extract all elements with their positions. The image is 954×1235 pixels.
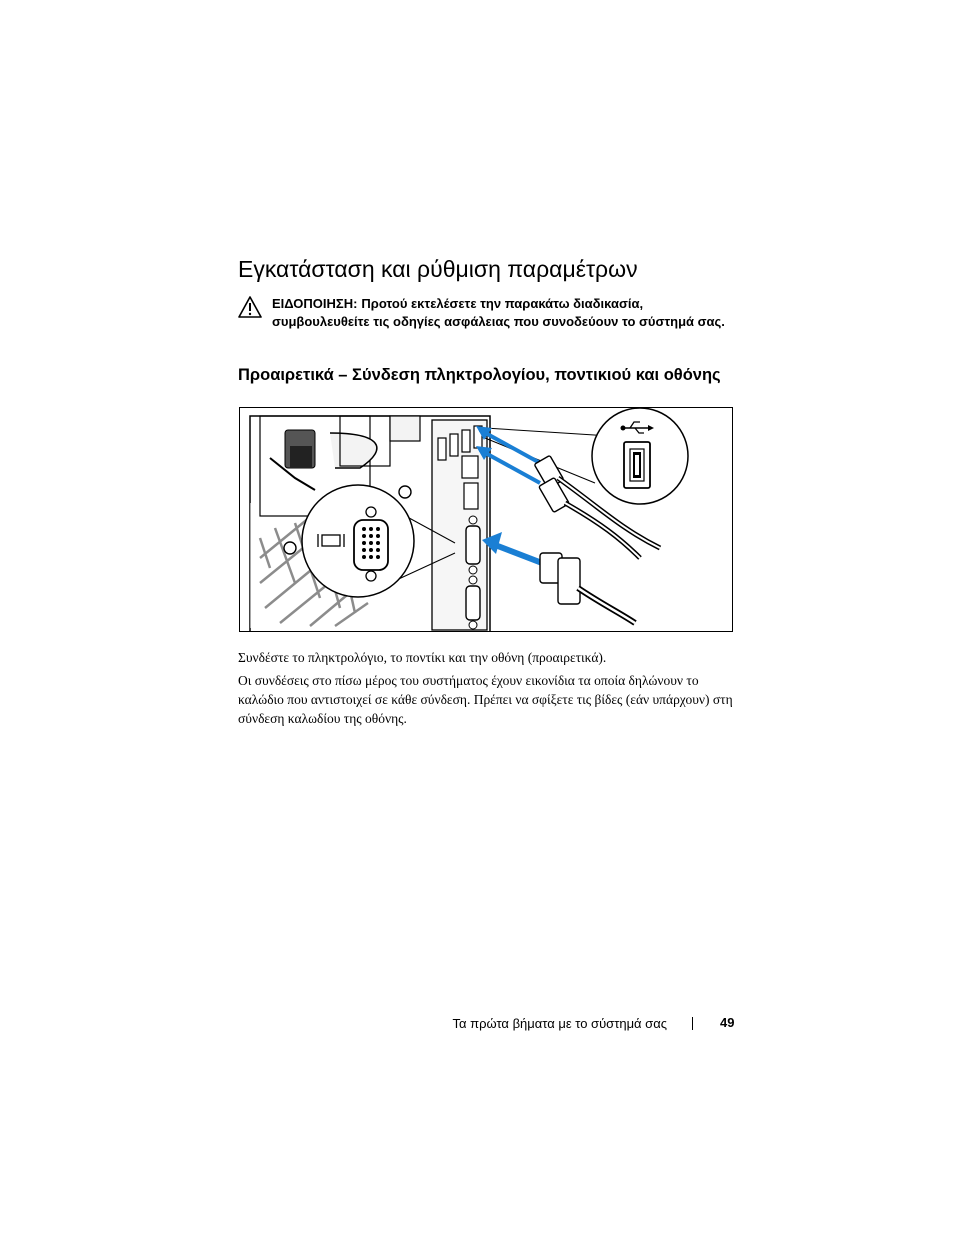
footer-separator [692,1017,693,1030]
footer-section-title: Τα πρώτα βήματα με το σύστημά σας [452,1016,667,1031]
page-title: Εγκατάσταση και ρύθμιση παραμέτρων [238,256,638,282]
warning-label: ΕΙΔΟΠΟΙΗΣΗ: [272,296,358,311]
system-rear-panel-drawing [240,408,733,632]
description-paragraph: Οι συνδέσεις στο πίσω μέρος του συστήματος έχουν εικονίδια τα οποία δηλώνουν το καλώδιο που αντιστοιχεί σε κάθε σύνδεση. Πρέπει να σφίξετε τις βίδες (εάν υπάρχουν) στη σύνδεση καλωδίου της οθόνης. [238,673,733,726]
warning-text: Προτού εκτελέσετε την παρακάτω διαδικασία, συμβουλευθείτε τις οδηγίες ασφάλειας που συνοδεύουν το σύστημά σας. [272,296,725,329]
section-heading: Προαιρετικά – Σύνδεση πληκτρολογίου, ποντικιού και οθόνης [238,366,721,384]
page-number: 49 [720,1015,735,1030]
instruction-paragraph: Συνδέστε το πληκτρολόγιο, το ποντίκι και την οθόνη (προαιρετικά). [238,650,607,665]
connection-illustration [239,407,733,632]
warning-notice [272,295,742,330]
warning-triangle-icon [238,296,262,318]
